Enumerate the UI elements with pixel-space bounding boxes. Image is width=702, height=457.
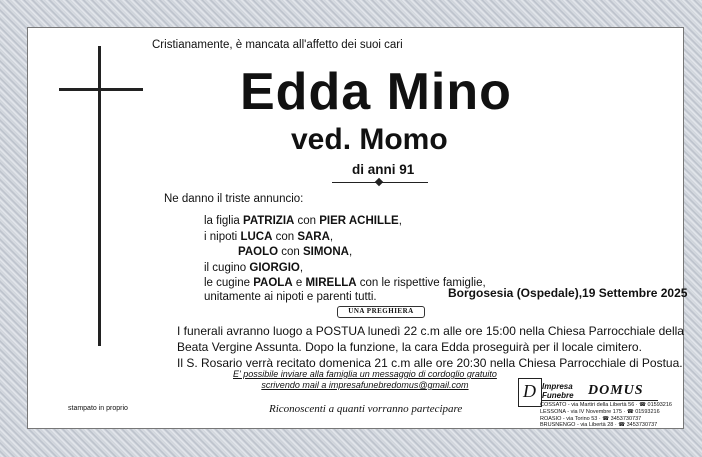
family-line: il cugino GIORGIO,: [204, 261, 304, 274]
address-line: COSSATO - via Martiri della Libertà 56 · ☎ 01593216: [540, 402, 672, 408]
condolence-line: E' possibile inviare alla famiglia un messaggio di cordoglio gratuito: [233, 369, 497, 379]
announcement-text: Ne danno il triste annuncio:: [164, 193, 304, 205]
funeral-line: I funerali avranno luogo a POSTUA lunedì 22 c.m alle ore 15:00 nella Chiesa Parrocchiale della: [177, 324, 684, 338]
family-line: le cugine PAOLA e MIRELLA con le rispettive famiglie,: [204, 277, 486, 289]
logo-subtitle: [542, 382, 574, 400]
logo-line: Funebre: [542, 391, 574, 400]
logo-letter: D: [523, 381, 536, 401]
family-line: i nipoti LUCA con SARA,: [204, 230, 334, 243]
age-text: di anni 91: [352, 162, 415, 177]
address-line: BRUSNENGO - via Libertà 28 · ☎ 3453730737: [540, 422, 658, 429]
condolence-note: [233, 369, 497, 391]
condolence-email[interactable]: scrivendo mail a impresafunebredomus@gmail.com: [261, 380, 469, 390]
address-line: ROASIO - via Torino 53 · ☎ 3453730737: [540, 415, 642, 422]
place-date: Borgosesia (Ospedale),19 Settembre 2025: [448, 286, 688, 300]
logo-line: Impresa: [542, 382, 573, 391]
intro-text: Cristianamente, è mancata all'affetto dei suoi cari: [152, 39, 403, 51]
deceased-name: Edda Mino: [240, 63, 512, 121]
printed-note: stampato in proprio: [68, 405, 128, 412]
notice-panel: [27, 27, 688, 429]
logo-brand: DOMUS: [588, 383, 644, 398]
prayer-label: UNA PREGHIERA: [348, 307, 414, 315]
family-line: PAOLO con SIMONA,: [238, 246, 353, 258]
funeral-line: Il S. Rosario verrà recitato domenica 21 c.m alle ore 20:30 nella Chiesa Parrocchiale di Postua.: [177, 356, 683, 370]
ornament-diamond-icon: [375, 178, 383, 186]
funeral-line: Beata Vergine Assunta. Dopo la funzione, la cara Edda proseguirà per il locale cimitero.: [177, 340, 642, 354]
cross-bar: [59, 88, 143, 91]
cross-icon: [98, 46, 101, 346]
logo-underline: [542, 400, 658, 401]
widow-name: ved. Momo: [291, 123, 448, 156]
family-line: unitamente ai nipoti e parenti tutti.: [204, 291, 377, 303]
thanks-text: Riconoscenti a quanti vorranno partecipare: [269, 403, 463, 415]
address-line: LESSONA - via IV Novembre 175 · ☎ 01593216: [540, 408, 660, 415]
family-line: la figlia PATRIZIA con PIER ACHILLE,: [204, 215, 402, 227]
